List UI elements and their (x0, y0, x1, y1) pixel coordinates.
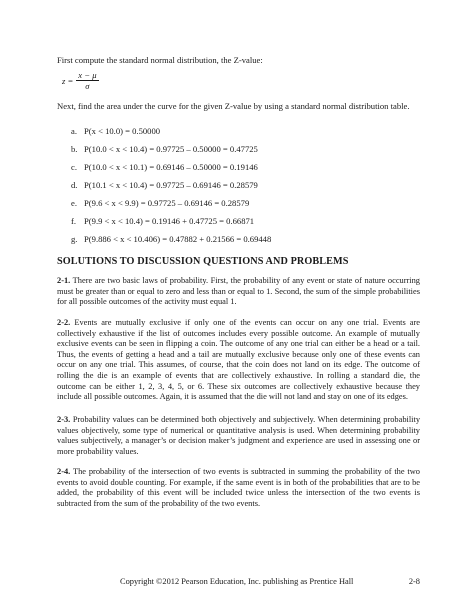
page-number: 2-8 (408, 577, 420, 586)
solution-number: 2-4. (57, 467, 71, 476)
solution-2-4 (57, 467, 420, 509)
solution-text: Probability values can be determined both objectively and subjectively. When determining probability values objectively, some type of numerical or quantitative analysis is used. When determining probability values subjectively, a manager’s or decision maker’s judgment and experience are used in assessing one or more probability values. (57, 415, 421, 456)
solution-2-2 (57, 318, 420, 403)
list-item (71, 162, 271, 180)
step-text: P(10.1 < x < 10.4) = 0.97725 – 0.69146 = 0.28579 (84, 180, 258, 190)
list-item (71, 180, 271, 198)
formula-lhs: z = (62, 75, 74, 86)
solution-text: Events are mutually exclusive if only one of the events can occur on any one trial. Events are collectively exhaustive if the list of outcomes includes every possible outcome. An example of mutually exclusive events can be seen in flipping a coin. The outcome of any one trial can either be a head or a tail. Thus, the events of getting a head and a tail are mutually exclusive because only one of these events can occur on any one trial. This assumes, of course, that the coin does not land on its edge. The outcome of rolling the die is an example of events that are collectively exhaustive. In rolling a standard die, the outcome can be either 1, 2, 3, 4, 5, or 6. These six outcomes are collectively exhaustive because they include all possible outcomes. Again, it is assumed that the die will not land and stay on one of its edges. (57, 318, 421, 402)
step-label: c. (71, 162, 77, 172)
step-label: g. (71, 234, 78, 244)
next-step-text: Next, find the area under the curve for the given Z-value by using a standard normal distribution table. (57, 101, 410, 111)
list-item (71, 126, 271, 144)
solution-number: 2-2. (57, 318, 71, 327)
list-item (71, 144, 271, 162)
solution-2-1 (57, 276, 420, 308)
step-label: f. (71, 216, 77, 226)
step-label: e. (71, 198, 77, 208)
solution-text: The probability of the intersection of two events is subtracted in summing the probability of the two events to avoid double counting. For example, if the same event is in both of the probabilities that are to be added, the probability of this event will be included twice unless the intersection of the two events is subtracted from the sum of the probability of the two events. (57, 467, 420, 508)
formula-denominator: σ (85, 81, 90, 91)
list-item (71, 234, 271, 252)
step-text: P(9.886 < x < 10.406) = 0.47882 + 0.21566 = 0.69448 (84, 234, 272, 244)
step-label: d. (71, 180, 78, 190)
page-footer (120, 577, 420, 586)
list-item (71, 216, 271, 234)
step-text: P(10.0 < x < 10.1) = 0.69146 – 0.50000 = 0.19146 (84, 162, 258, 172)
section-heading: SOLUTIONS TO DISCUSSION QUESTIONS AND PROBLEMS (57, 256, 349, 267)
formula-numerator: x − μ (78, 70, 97, 80)
step-text: P(9.6 < x < 9.9) = 0.97725 – 0.69146 = 0.28579 (84, 198, 250, 208)
z-value-formula (62, 70, 99, 91)
formula-fraction (76, 70, 98, 91)
probability-steps-list (71, 126, 271, 252)
solution-text: There are two basic laws of probability. First, the probability of any event or state of nature occurring must be greater than or equal to zero and less than or equal to 1. Second, the sum of the simple probabilities for all possible outcomes of the activity must equal 1. (57, 276, 420, 307)
step-label: b. (71, 144, 78, 154)
step-text: P(10.0 < x < 10.4) = 0.97725 – 0.50000 = 0.47725 (84, 144, 258, 154)
solution-2-3 (57, 415, 420, 457)
solution-number: 2-3. (57, 415, 71, 424)
step-label: a. (71, 126, 77, 136)
solution-number: 2-1. (57, 276, 71, 285)
copyright-text: Copyright ©2012 Pearson Education, Inc. publishing as Prentice Hall (120, 577, 354, 586)
intro-text: First compute the standard normal distribution, the Z-value: (57, 55, 263, 65)
step-text: P(9.9 < x < 10.4) = 0.19146 + 0.47725 = 0.66871 (84, 216, 255, 226)
list-item (71, 198, 271, 216)
step-text: P(x < 10.0) = 0.50000 (84, 126, 161, 136)
